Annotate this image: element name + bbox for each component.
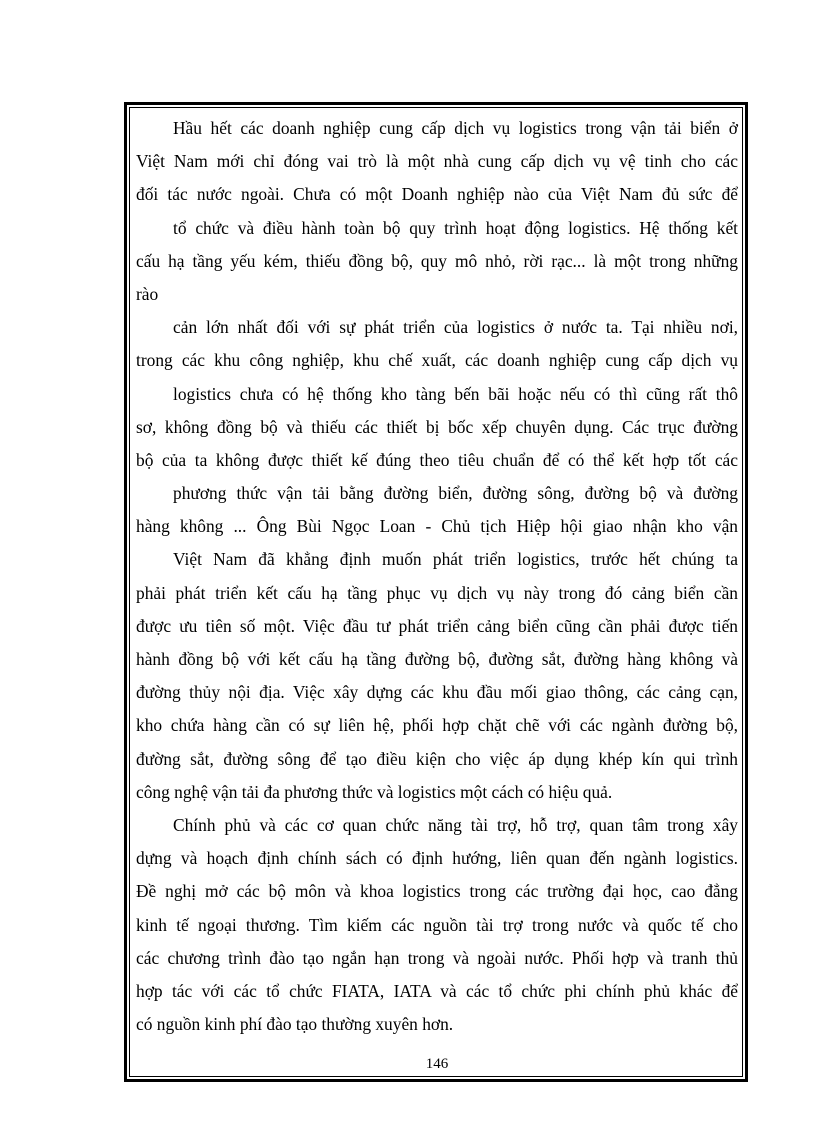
text-line: bộ của ta không được thiết kế đúng theo tiêu chuẩn để có thể kết hợp tốt các	[136, 449, 738, 470]
text-line: hợp tác với các tổ chức FIATA, IATA và các tổ chức phi chính phủ khác để	[136, 980, 738, 1001]
text-line: cấu hạ tầng yếu kém, thiếu đồng bộ, quy mô nhỏ, rời rạc... là một trong những	[136, 250, 738, 271]
text-line: được ưu tiên số một. Việc đầu tư phát triển cảng biển cũng cần phải được tiến	[136, 615, 738, 636]
text-line: tổ chức và điều hành toàn bộ quy trình hoạt động logistics. Hệ thống kết	[173, 217, 738, 238]
text-line: dựng và hoạch định chính sách có định hướng, liên quan đến ngành logistics.	[136, 848, 738, 869]
text-line: rào	[136, 283, 159, 304]
text-line: kinh tế ngoại thương. Tìm kiếm các nguồn tài trợ trong nước và quốc tế cho	[136, 914, 738, 935]
text-line: phải phát triển kết cấu hạ tầng phục vụ dịch vụ này trong đó cảng biển cần	[136, 582, 738, 603]
text-line: Việt Nam mới chỉ đóng vai trò là một nhà cung cấp dịch vụ vệ tinh cho các	[136, 151, 738, 172]
text-line: Việt Nam đã khẳng định muốn phát triển logistics, trước hết chúng ta	[173, 549, 738, 570]
text-line: phương thức vận tải bằng đường biển, đường sông, đường bộ và đường	[173, 483, 738, 504]
body-text	[136, 112, 738, 1041]
text-line: kho chứa hàng cần có sự liên hệ, phối hợp chặt chẽ với các ngành đường bộ,	[136, 715, 738, 736]
text-line: trong các khu công nghiệp, khu chế xuất, các doanh nghiệp cung cấp dịch vụ	[136, 350, 738, 371]
text-line: đối tác nước ngoài. Chưa có một Doanh nghiệp nào của Việt Nam đủ sức để	[136, 184, 738, 205]
text-line: công nghệ vận tải đa phương thức và logistics một cách có hiệu quả.	[136, 781, 613, 802]
text-line: Đề nghị mở các bộ môn và khoa logistics trong các trường đại học, cao đẳng	[136, 881, 738, 902]
text-line: hành đồng bộ với kết cấu hạ tầng đường bộ, đường sắt, đường hàng không và	[136, 649, 738, 669]
text-line: logistics chưa có hệ thống kho tàng bến bãi hoặc nếu có thì cũng rất thô	[173, 383, 738, 404]
text-line: đường sắt, đường sông để tạo điều kiện cho việc áp dụng khép kín qui trình	[136, 748, 738, 769]
text-line: Chính phủ và các cơ quan chức năng tài trợ, hỗ trợ, quan tâm trong xây	[173, 814, 738, 835]
text-line: có nguồn kinh phí đào tạo thường xuyên hơn.	[136, 1014, 454, 1035]
text-line: sơ, không đồng bộ và thiếu các thiết bị bốc xếp chuyên dụng. Các trục đường	[136, 416, 738, 437]
page-number: 146	[425, 1056, 449, 1072]
text-line: đường thủy nội địa. Việc xây dựng các khu đầu mối giao thông, các cảng cạn,	[136, 682, 738, 703]
text-line: các chương trình đào tạo ngắn hạn trong và ngoài nước. Phối hợp và tranh thủ	[136, 947, 738, 968]
text-line: Hầu hết các doanh nghiệp cung cấp dịch vụ logistics trong vận tải biển ở	[173, 118, 738, 138]
text-line: cản lớn nhất đối với sự phát triển của logistics ở nước ta. Tại nhiều nơi,	[173, 317, 738, 338]
text-line: hàng không ... Ông Bùi Ngọc Loan - Chủ tịch Hiệp hội giao nhận kho vận	[136, 516, 738, 537]
